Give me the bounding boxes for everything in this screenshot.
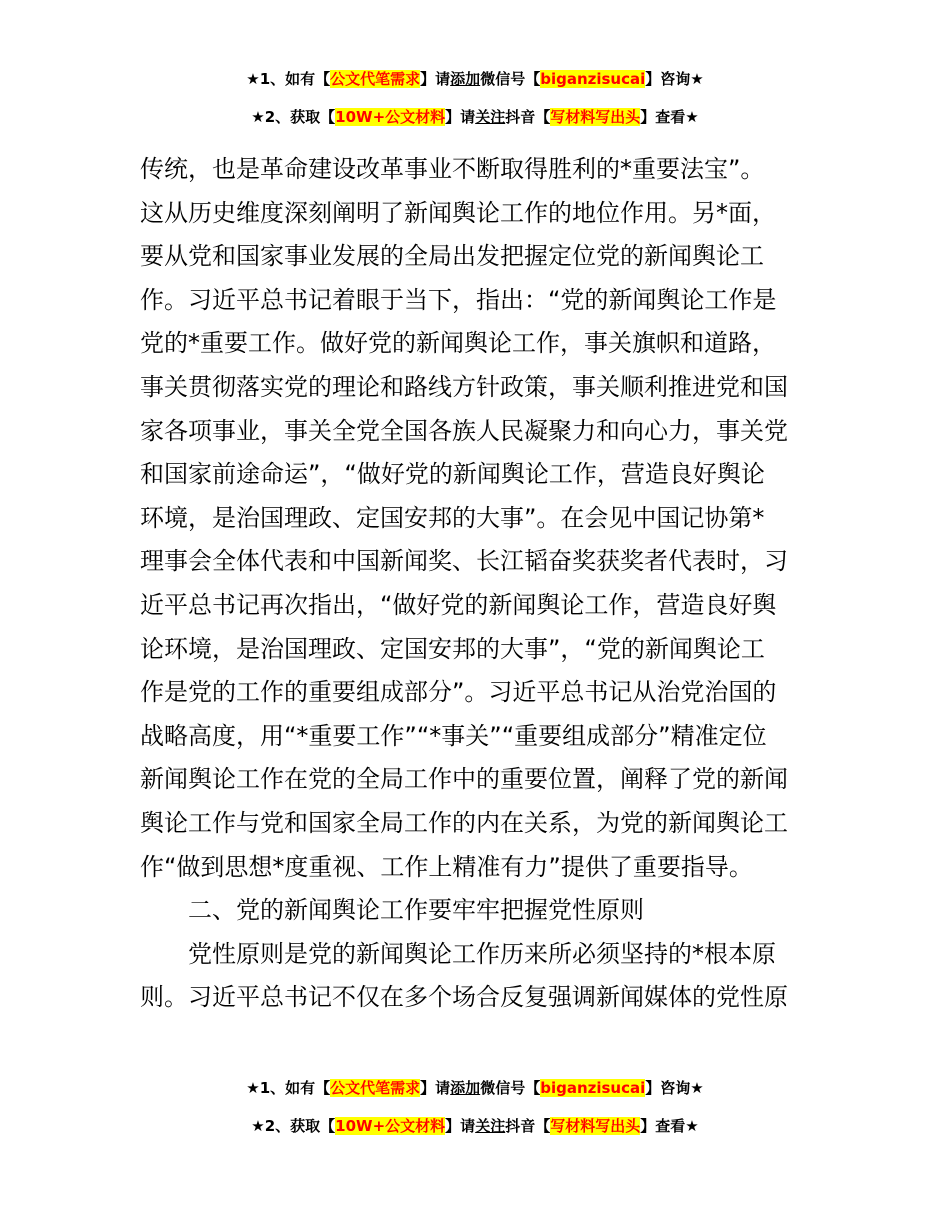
- body-line: 作“做到思想*度重视、工作上精准有力”提供了重要指导。: [140, 852, 753, 881]
- header-line-1: [0, 68, 950, 90]
- body-line: 作是党的工作的重要组成部分”。习近平总书记从治党治国的: [140, 678, 777, 707]
- footer-text: 2、获取【: [264, 1117, 336, 1135]
- header-text: 抖音【: [505, 108, 551, 126]
- highlight-materials: 10W+公文材料: [335, 1117, 446, 1135]
- section-heading: 二、党的新闻舆论工作要牢牢把握党性原则: [188, 896, 644, 925]
- body-line: 理事会全体代表和中国新闻奖、长江韬奋奖获奖者代表时，习: [140, 547, 788, 576]
- footer-underlined-text: 关注: [475, 1117, 506, 1135]
- footer-text: 】请: [420, 1079, 451, 1097]
- body-line: 事关贯彻落实党的理论和路线方针政策，事关顺利推进党和国: [140, 372, 788, 401]
- star-icon: ★: [251, 1117, 265, 1135]
- highlight-wechat-id: biganzisucai: [540, 70, 646, 88]
- header-underlined-text: 关注: [475, 108, 506, 126]
- body-line: 党的*重要工作。做好党的新闻舆论工作，事关旗帜和道路，: [140, 329, 776, 358]
- header-text: 】请: [420, 70, 451, 88]
- star-icon: ★: [246, 1079, 260, 1097]
- body-line: 作。习近平总书记着眼于当下，指出：“党的新闻舆论工作是: [140, 285, 777, 314]
- body-line: 要从党和国家事业发展的全局出发把握定位党的新闻舆论工: [140, 242, 764, 271]
- body-line: 和国家前途命运”，“做好党的新闻舆论工作，营造良好舆论: [140, 460, 765, 489]
- highlight-service: 公文代笔需求: [330, 1079, 421, 1097]
- body-line: 论环境，是治国理政、定国安邦的大事”，“党的新闻舆论工: [140, 634, 765, 663]
- footer-text: 】咨询: [645, 1079, 691, 1097]
- footer-text: 抖音【: [505, 1117, 551, 1135]
- highlight-douyin: 写材料写出头: [550, 1117, 641, 1135]
- footer-line-1: [0, 1077, 950, 1099]
- body-line: 传统，也是革命建设改革事业不断取得胜利的*重要法宝”。: [140, 155, 765, 183]
- star-icon: ★: [251, 108, 265, 126]
- header-text: 】请: [445, 108, 476, 126]
- footer-text: 】查看: [640, 1117, 686, 1135]
- header-text: 1、如有【: [259, 70, 331, 88]
- highlight-materials: 10W+公文材料: [335, 108, 446, 126]
- star-icon: ★: [685, 108, 699, 126]
- highlight-wechat-id: biganzisucai: [540, 1079, 646, 1097]
- highlight-douyin: 写材料写出头: [550, 108, 641, 126]
- header-text: 2、获取【: [264, 108, 336, 126]
- star-icon: ★: [685, 1117, 699, 1135]
- header-text: 微信号【: [480, 70, 541, 88]
- header-line-2: [0, 106, 950, 128]
- header-text: 】咨询: [645, 70, 691, 88]
- footer-text: 】请: [445, 1117, 476, 1135]
- body-line: 舆论工作与党和国家全局工作的内在关系，为党的新闻舆论工: [140, 808, 788, 837]
- header-underlined-text: 添加: [450, 70, 481, 88]
- highlight-service: 公文代笔需求: [330, 70, 421, 88]
- document-body: [140, 148, 812, 1020]
- star-icon: ★: [690, 70, 704, 88]
- body-line: 党性原则是党的新闻舆论工作历来所必须坚持的*根本原: [188, 939, 776, 968]
- footer-text: 微信号【: [480, 1079, 541, 1097]
- footer-line-2: [0, 1115, 950, 1137]
- body-line: 则。习近平总书记不仅在多个场合反复强调新闻媒体的党性原: [140, 983, 788, 1012]
- header-text: 】查看: [640, 108, 686, 126]
- body-line: 战略高度，用“*重要工作”“*事关”“重要组成部分”精准定位: [140, 721, 767, 750]
- body-line: 家各项事业，事关全党全国各族人民凝聚力和向心力，事关党: [140, 416, 788, 445]
- star-icon: ★: [246, 70, 260, 88]
- body-line: 近平总书记再次指出，“做好党的新闻舆论工作，营造良好舆: [140, 590, 777, 619]
- body-line: 新闻舆论工作在党的全局工作中的重要位置，阐释了党的新闻: [140, 765, 788, 794]
- body-line: 这从历史维度深刻阐明了新闻舆论工作的地位作用。另*面，: [140, 198, 776, 227]
- body-line: 环境，是治国理政、定国安邦的大事”。在会见中国记协第*: [140, 503, 765, 532]
- footer-text: 1、如有【: [259, 1079, 331, 1097]
- footer-underlined-text: 添加: [450, 1079, 481, 1097]
- star-icon: ★: [690, 1079, 704, 1097]
